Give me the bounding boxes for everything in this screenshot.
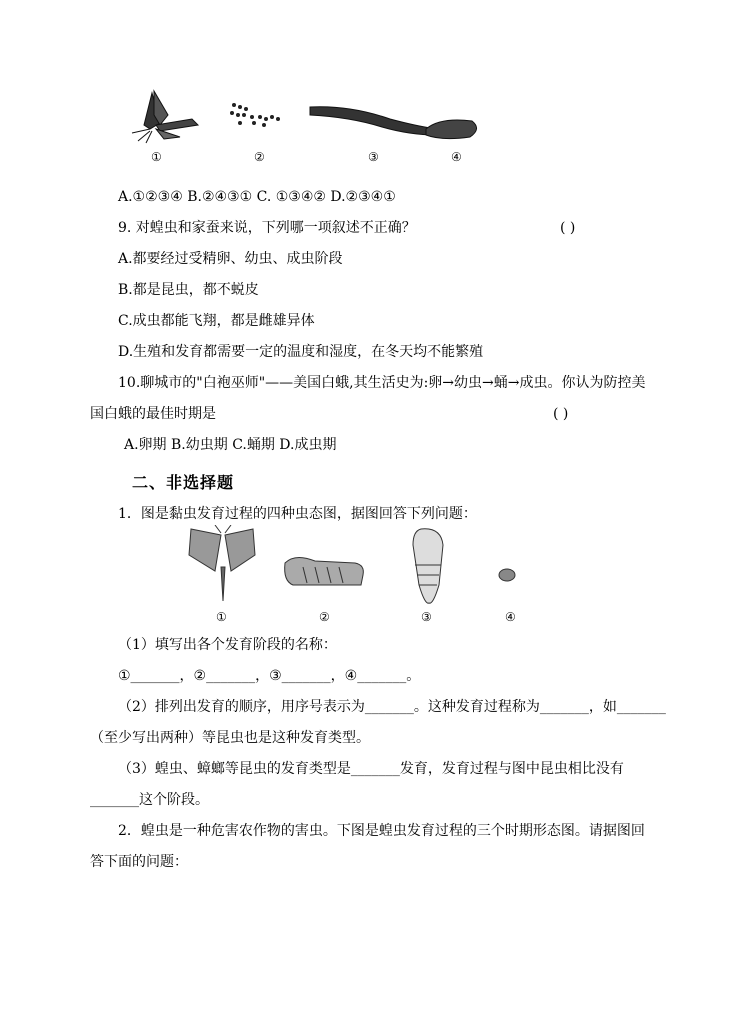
larva-image bbox=[310, 107, 438, 135]
butterfly-image bbox=[132, 91, 198, 143]
armyworm-pupa-image bbox=[413, 529, 443, 603]
q9-option-a: A.都要经过受精卵、幼虫、成虫阶段 bbox=[118, 251, 343, 267]
armyworm-label-1: ① bbox=[216, 610, 227, 624]
top-figure-label-1: ① bbox=[151, 150, 162, 164]
s2-q1-part2-line2: （至少写出两种）等昆虫也是这种发育类型。 bbox=[90, 730, 370, 746]
top-figure-drawing bbox=[120, 85, 500, 165]
q9-option-c: C.成虫都能飞翔，都是雌雄异体 bbox=[118, 313, 315, 329]
q8-options: A.①②③④ B.②④③① C. ①③④② D.②③④① bbox=[118, 189, 396, 205]
q10-stem-line1: 10.聊城市的"白袍巫师"——美国白蛾,其生活史为:卵→幼虫→蛹→成虫。你认为防控美 bbox=[118, 375, 646, 391]
q10-options: A.卵期 B.幼虫期 C.蛹期 D.成虫期 bbox=[124, 437, 337, 453]
armyworm-larva-image bbox=[285, 557, 364, 585]
s2-q2-line2: 答下面的问题： bbox=[90, 854, 188, 870]
q10-bracket: ( ) bbox=[553, 406, 569, 422]
pupa-image bbox=[426, 120, 477, 139]
s2-q1-part1: （1）填写出各个发育阶段的名称： bbox=[118, 637, 337, 653]
top-figure-label-2: ② bbox=[254, 150, 265, 164]
section2-heading: 二、非选择题 bbox=[132, 473, 235, 492]
armyworm-figure bbox=[185, 525, 525, 610]
moth-image bbox=[189, 525, 255, 601]
armyworm-drawing bbox=[185, 525, 525, 610]
eggs-image bbox=[230, 103, 280, 127]
q9-option-d: D.生殖和发育都需要一定的温度和湿度，在冬天均不能繁殖 bbox=[118, 344, 484, 360]
armyworm-label-4: ④ bbox=[505, 610, 516, 624]
s2-q1-part3-line1: （3）蝗虫、蟑螂等昆虫的发育类型是_______发育，发育过程与图中昆虫相比没有 bbox=[118, 761, 624, 777]
q9-stem: 9. 对蝗虫和家蚕来说，下列哪一项叙述不正确？ bbox=[118, 220, 416, 236]
s2-q2-line1: 2．蝗虫是一种危害农作物的害虫。下图是蝗虫发育过程的三个时期形态图。请据图回 bbox=[118, 823, 645, 839]
s2-q1-part2-line1: （2）排列出发育的顺序，用序号表示为_______。这种发育过程称为_______，如_______ bbox=[118, 699, 666, 715]
s2-q1-part3-line2: _______这个阶段。 bbox=[90, 792, 209, 808]
q9-bracket: ( ) bbox=[560, 220, 576, 236]
s2-q1-stem: 1．图是黏虫发育过程的四种虫态图，据图回答下列问题： bbox=[118, 506, 477, 522]
top-figure-label-3: ③ bbox=[368, 150, 379, 164]
q10-stem-line2: 国白蛾的最佳时期是 bbox=[90, 406, 216, 422]
armyworm-label-3: ③ bbox=[421, 610, 432, 624]
armyworm-label-2: ② bbox=[319, 610, 330, 624]
s2-q1-part1-blanks: ①_______，②_______，③_______，④_______。 bbox=[118, 668, 421, 684]
armyworm-egg-image bbox=[499, 569, 515, 581]
q9-option-b: B.都是昆虫，都不蜕皮 bbox=[118, 282, 259, 298]
top-figure-label-4: ④ bbox=[451, 150, 462, 164]
top-figure bbox=[120, 85, 500, 165]
